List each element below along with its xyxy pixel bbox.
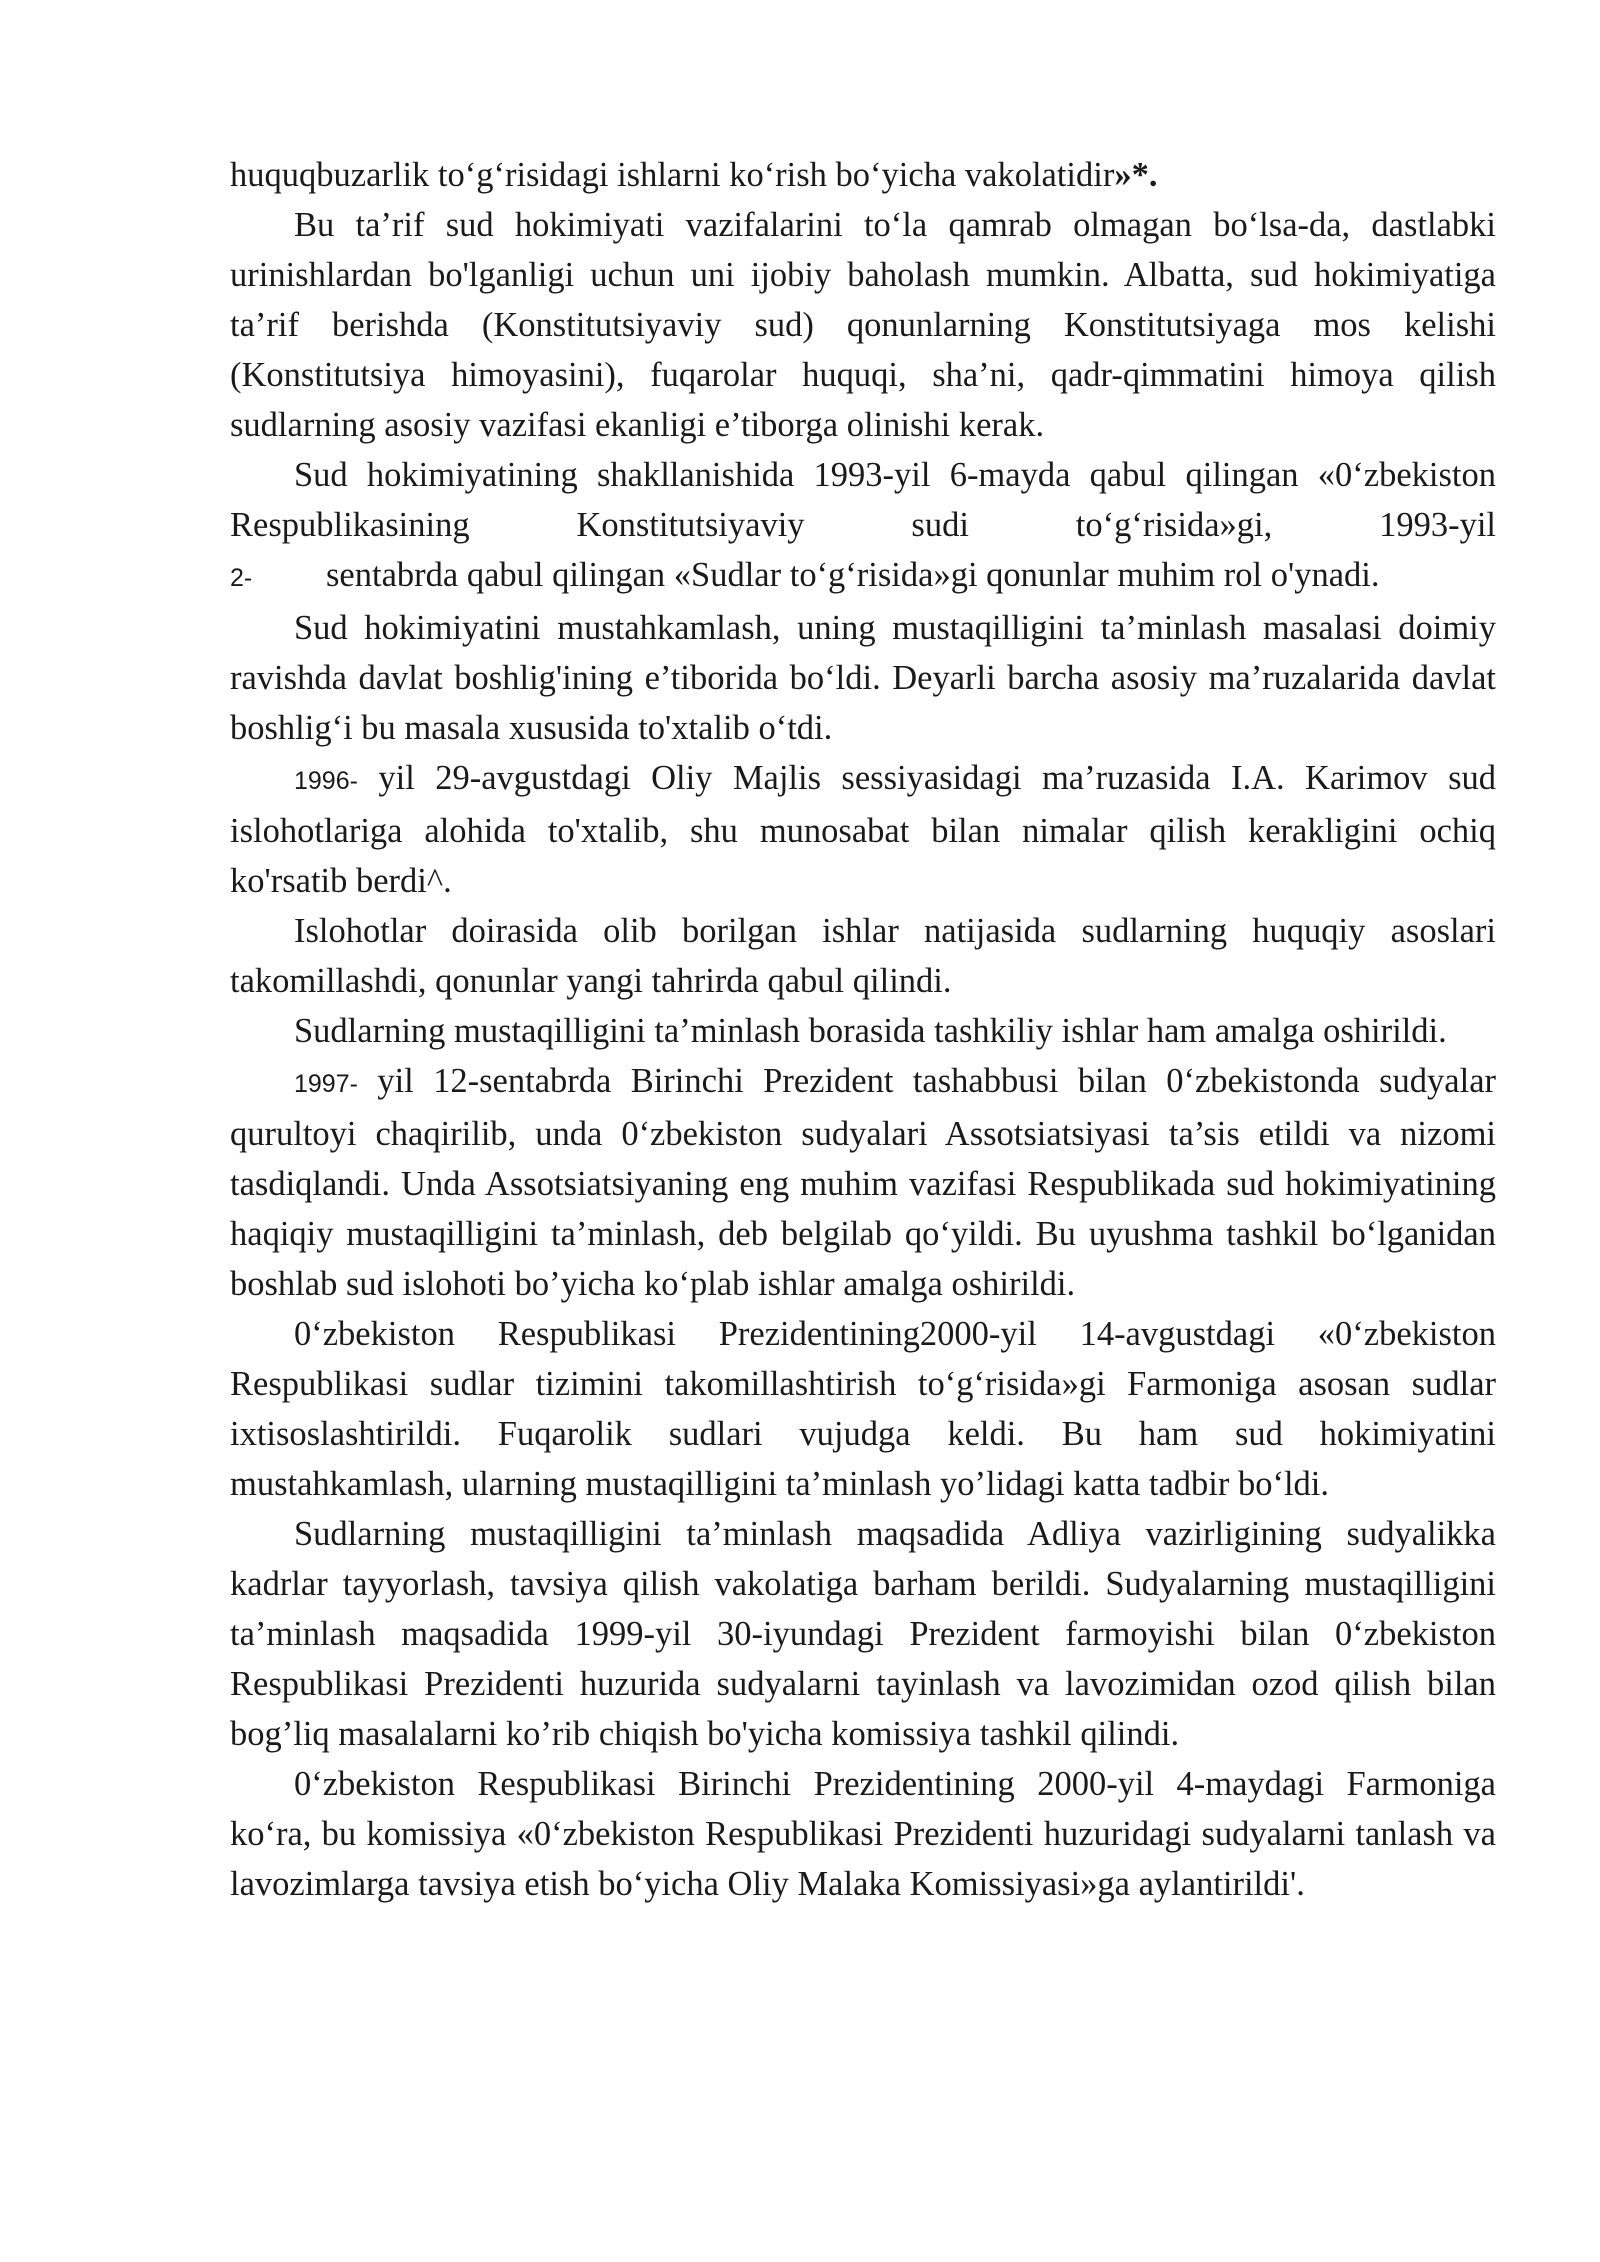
paragraph-text: huquqbuzarlik to‘g‘risidagi ishlarni ko‘rish bo‘yicha vakolatidir	[230, 156, 1115, 194]
paragraph	[230, 1056, 1496, 1309]
paragraph-text: yil 12-sentabrda Birinchi Prezident tashabbusi bilan 0‘zbekistonda sudyalar qurultoyi chaqirilib, unda 0‘zbekiston sudyalari Assotsiatsiyasi ta’sis etildi va nizomi tasdiqlandi. Unda Assotsiatsiyaning eng muhim vazifasi Respublikada sud hokimiyatining haqiqiy mustaqilligini ta’minlash, deb belgilab qo‘yildi. Bu uyushma tashkil bo‘lganidan boshlab sud islohoti bo’yicha ko‘plab ishlar amalga oshirildi.	[230, 1062, 1497, 1303]
paragraph: Sud hokimiyatini mustahkamlash, uning mustaqilligini ta’minlash masalasi doimiy ravishda davlat boshlig'ining e’tiborida bo‘ldi. Deyarli barcha asosiy ma’ruzalarida davlat boshlig‘i bu masala xususida to'xtalib o‘tdi.	[230, 609, 1496, 747]
footnote-marker: »*.	[1114, 156, 1158, 194]
line-number: 2-	[230, 564, 253, 592]
paragraph-continuation	[230, 150, 1496, 200]
paragraph: Bu ta’rif sud hokimiyati vazifalarini to‘la qamrab olmagan bo‘lsa-da, dastlabki urinishlardan bo'lganligi uchun uni ijobiy baholash mumkin. Albatta, sud hokimiyatiga ta’rif berishda (Konstitutsiyaviy sud) qonunlarning Konstitutsiyaga mos kelishi (Konstitutsiya himoyasini), fuqarolar huquqi, sha’ni, qadr-qimmatini himoya qilish sudlarning asosiy vazifasi ekanligi e’tiborga olinishi kerak.	[230, 206, 1496, 444]
paragraph: Islohotlar doirasida olib borilgan ishlar natijasida sudlarning huquqiy asoslari takomillashdi, qonunlar yangi tahrirda qabul qilindi.	[230, 912, 1496, 1000]
year-number: 1996-	[294, 767, 358, 795]
paragraph: Sud hokimiyatining shakllanishida 1993-yil 6-mayda qabul qilingan «0‘zbekiston Respublikasining Konstitutsiyaviy sudi to‘g‘risida»gi, 1993-yil	[230, 456, 1496, 544]
paragraph: 0‘zbekiston Respublikasi Birinchi Prezidentining 2000-yil 4-maydagi Farmoniga ko‘ra, bu komissiya «0‘zbekiston Respublikasi Prezidenti huzuridagi sudyalarni tanlash va lavozimlarga tavsiya etish bo‘yicha Oliy Malaka Komissiyasi»ga aylantirildi'.	[230, 1765, 1496, 1903]
paragraph: Sudlarning mustaqilligini ta’minlash borasida tashkiliy ishlar ham amalga oshirildi.	[294, 1012, 1447, 1050]
paragraph: Sudlarning mustaqilligini ta’minlash maqsadida Adliya vazirligining sudyalikka kadrlar tayyorlash, tavsiya qilish vakolatiga barham berildi. Sudyalarning mustaqilligini ta’minlash maqsadida 1999-yil 30-iyundagi Prezident farmoyishi bilan 0‘zbekiston Respublikasi Prezidenti huzurida sudyalarni tayinlash va lavozimidan ozod qilish bilan bog’liq masalalarni ko’rib chiqish bo'yicha komissiya tashkil qilindi.	[230, 1515, 1496, 1753]
paragraph-text: yil 29-avgustdagi Oliy Majlis sessiyasidagi ma’ruzasida I.A. Karimov sud islohotlariga alohida to'xtalib, shu munosabat bilan nimalar qilish kerakligini ochiq ko'rsatib berdi^.	[230, 759, 1497, 900]
numbered-line	[230, 550, 1496, 603]
paragraph: 0‘zbekiston Respublikasi Prezidentining2000-yil 14-avgustdagi «0‘zbekiston Respublikasi sudlar tizimini takomillashtirish to‘g‘risida»gi Farmoniga asosan sudlar ixtisoslashtirildi. Fuqarolik sudlari vujudga keldi. Bu ham sud hokimiyatini mustahkamlash, ularning mustaqilligini ta’minlash yo’lidagi katta tadbir bo‘ldi.	[230, 1315, 1496, 1503]
document-page	[230, 150, 1496, 1909]
year-number: 1997-	[294, 1070, 358, 1098]
paragraph-text: sentabrda qabul qilingan «Sudlar to‘g‘risida»gi qonunlar muhim rol o'ynadi.	[326, 556, 1380, 594]
paragraph	[230, 753, 1496, 906]
